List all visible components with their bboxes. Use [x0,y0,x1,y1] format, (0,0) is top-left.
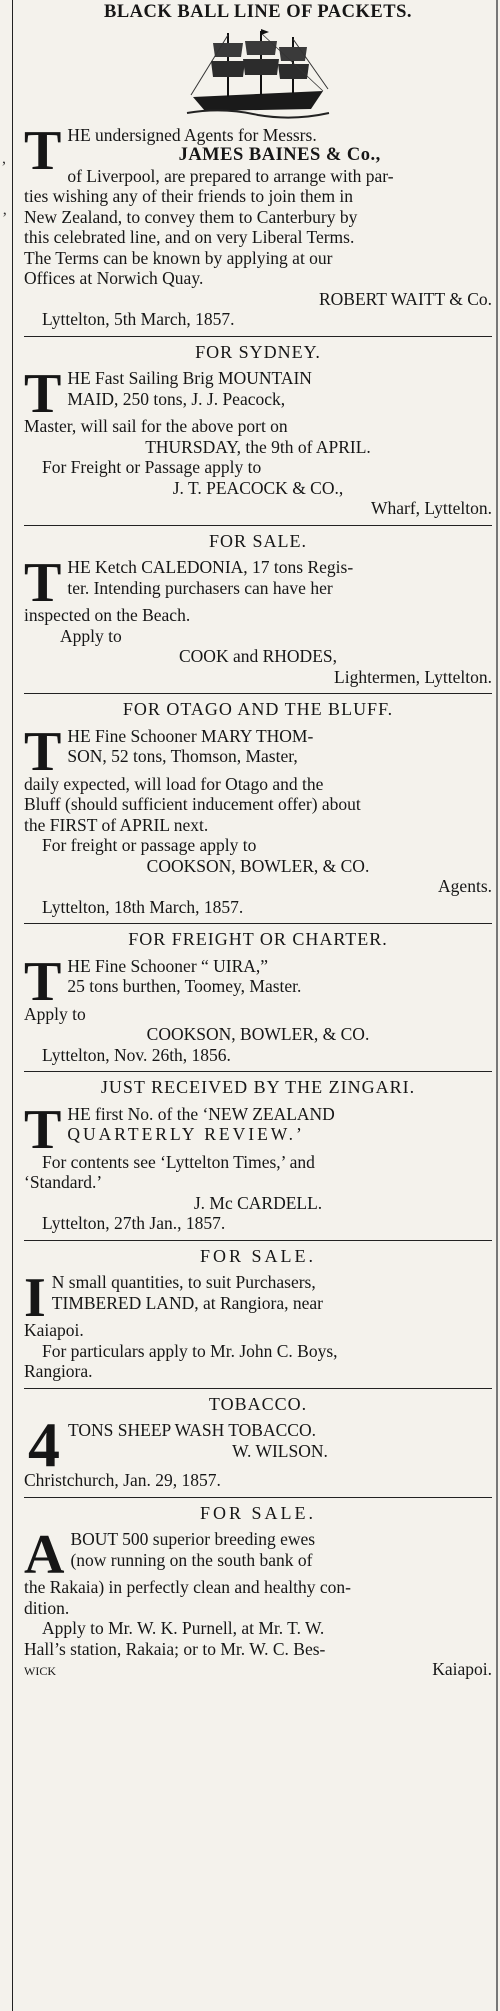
ad-text-line: HE Fast Sailing Brig MOUNTAIN [67,368,312,388]
gutter-mark: ’ [2,210,8,227]
ad-text-line: COOK and RHODES, [179,646,337,666]
ad-text-line: Master, will sail for the above port on [24,416,288,436]
ad-text-line: 25 tons burthen, Toomey, Master. [67,976,302,996]
ad-heading: JUST RECEIVED BY THE ZINGARI. [100,1077,416,1097]
ad-text-line: For Freight or Passage apply to [42,457,262,477]
ad-text-line: The Terms can be known by applying at our [24,247,333,268]
ad-text-line: QUARTERLY REVIEW.’ [67,1124,305,1144]
ad-text-line: MAID, 250 tons, J. J. Peacock, [67,388,286,409]
ad-text-line: Kaiapoi. [432,1659,492,1679]
ad-for-sale-land [24,1246,492,1389]
ad-text-line: Lightermen, Lyttelton. [334,666,492,687]
ad-text-line: HE Ketch CALEDONIA, 17 tons Regis- [67,557,354,577]
ad-text-line: this celebrated line, and on very Liberal Terms. [24,227,355,247]
ad-text-line: J. T. PEACOCK & CO., [172,477,344,498]
ad-heading: FOR SALE. [199,1245,316,1266]
ad-for-sale-ewes [24,1503,492,1686]
drop-cap: 4 [28,1409,60,1480]
ad-text-line: TIMBERED LAND, at Rangiora, near [51,1292,323,1313]
ad-text-line: BOUT 500 superior breeding ewes [70,1529,316,1549]
ad-heading: FOR FREIGHT OR CHARTER. [128,929,388,949]
ad-text-line: Apply to [60,625,122,646]
ad-text-line: Apply to [24,1003,86,1024]
drop-cap: T [24,950,62,1013]
ad-text-line: COOKSON, BOWLER, & CO. [146,855,370,876]
ad-heading: TOBACCO. [208,1393,308,1414]
drop-cap: A [24,1524,65,1586]
ad-text-line: J. Mc CARDELL. [193,1192,323,1213]
ad-heading: BLACK BALL LINE OF PACKETS. [103,2,413,22]
drop-cap: I [24,1267,46,1329]
drop-cap: T [24,1098,62,1161]
column-rule-left [12,0,13,2011]
ad-for-sydney [24,342,492,526]
ad-otago-bluff [24,699,492,924]
ad-text-line: Offices at Norwich Quay. [24,268,204,288]
sailing-ship-icon [24,29,492,121]
ad-text-line: inspected on the Beach. [24,605,191,625]
ad-text-line: Kaiapoi. [24,1320,84,1340]
advertisement-column [24,0,492,1691]
ad-tobacco [24,1394,492,1498]
ad-heading: FOR OTAGO AND THE BLUFF. [122,699,394,719]
ad-text-line: Agents. [438,876,492,896]
ad-heading: FOR SALE. [208,530,307,551]
ad-text-line: the Rakaia) in perfectly clean and healthy con- [24,1577,351,1597]
ad-dateline: Lyttelton, 27th Jan., 1857. [42,1213,226,1233]
ad-dateline: Lyttelton, Nov. 26th, 1856. [42,1044,231,1065]
ad-text-line: wick [24,1659,56,1679]
ad-text-line: JAMES BAINES & Co., [178,145,381,165]
ad-text-line: ties wishing any of their friends to join them in [24,186,354,206]
ad-text-line: Hall’s station, Rakaia; or to Mr. W. C. Bes- [24,1638,326,1659]
ad-zingari [24,1077,492,1241]
ad-text-line: New Zealand, to convey them to Canterbury by [24,206,358,227]
ad-signature: ROBERT WAITT & Co. [319,288,492,309]
ad-text-line: TONS SHEEP WASH TOBACCO. [68,1420,316,1440]
drop-cap: T [24,552,62,614]
ad-text-line: N small quantities, to suit Purchasers, [51,1272,316,1292]
ad-text-line: of Liverpool, are prepared to arrange with par- [67,165,394,186]
ad-text-line: ter. Intending purchasers can have her [67,577,333,598]
ad-text-line: Rangiora. [24,1361,93,1381]
ad-text-line: HE Fine Schooner “ UIRA,” [67,955,269,976]
ad-text-line: Bluff (should sufficient inducement offer) about [24,794,361,814]
ad-text-line: ‘Standard.’ [24,1172,103,1192]
drop-cap: T [24,363,62,425]
ad-dateline: Lyttelton, 5th March, 1857. [42,309,235,329]
ad-text-line: SON, 52 tons, Thomson, Master, [67,746,298,766]
ad-text-line: Apply to Mr. W. K. Purnell, at Mr. T. W. [42,1618,325,1638]
ad-text-line: HE first No. of the ‘NEW ZEALAND [67,1103,335,1124]
ad-for-sale-caledonia [24,531,492,695]
ad-text-line: daily expected, will load for Otago and the [24,773,324,794]
ad-freight-charter [24,929,492,1072]
ad-text-line: dition. [24,1597,70,1618]
ad-text-line: THURSDAY, the 9th of APRIL. [145,436,371,457]
ad-dateline: Lyttelton, 18th March, 1857. [42,896,244,917]
ad-text-line: HE undersigned Agents for Messrs. [67,124,317,145]
column-rule-right [496,0,498,2011]
ad-text-line: For freight or passage apply to [42,835,257,855]
ad-heading: FOR SYDNEY. [195,341,321,362]
drop-cap: T [24,720,62,783]
ad-text-line: For contents see ‘Lyttelton Times,’ and [42,1151,315,1172]
drop-cap: T [24,119,62,182]
ad-text-line: the FIRST of APRIL next. [24,814,209,835]
ad-text-line: Wharf, Lyttelton. [370,498,492,518]
ad-dateline: Christchurch, Jan. 29, 1857. [24,1470,221,1490]
ad-text-line: HE Fine Schooner MARY THOM- [67,725,314,746]
ad-text-line: (now running on the south bank of [70,1549,313,1570]
ad-text-line: W. WILSON. [232,1440,328,1461]
ad-text-line: COOKSON, BOWLER, & CO. [146,1024,370,1044]
ad-text-line: For particulars apply to Mr. John C. Boys, [42,1340,338,1361]
ad-black-ball-line [24,2,492,337]
ad-heading: FOR SALE. [199,1502,316,1523]
gutter-mark: , [2,150,6,167]
